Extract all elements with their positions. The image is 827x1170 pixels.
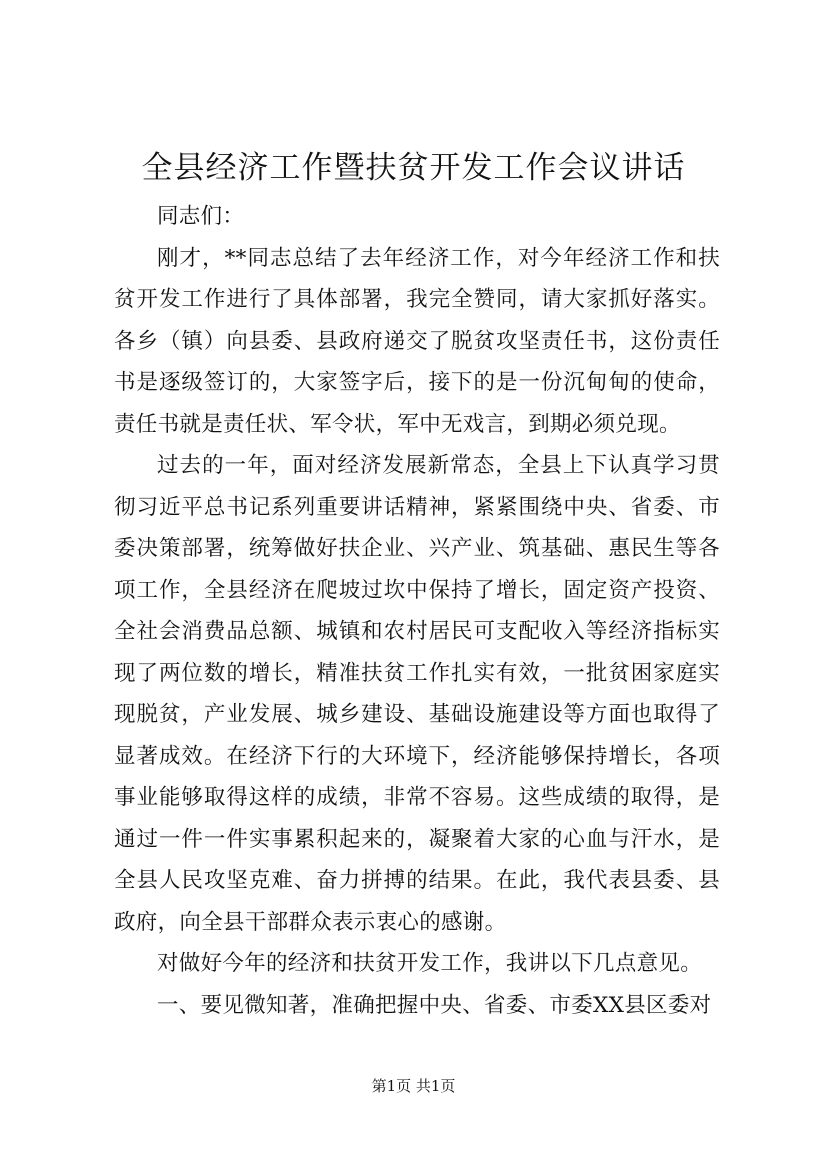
- paragraph-point-one: 一、要见微知著，准确把握中央、省委、市委XX县区委对: [157, 992, 712, 1018]
- paragraph-review: 过去的一年，面对经济发展新常态，全县上下认真学习贯彻习近平总书记系列重要讲话精神，紧紧围绕中央、省委、市委决策部署，统筹做好扶企业、兴产业、筑基础、惠民生等各项工作，全县经济在爬坡过坎中保持了增长，固定资产投资、全社会消费品总额、城镇和农村居民可支配收入等经济指标实现了两位数的增长，精准扶贫工作扎实有效，一批贫困家庭实现脱贫，产业发展、城乡建设、基础设施建设等方面也取得了显著成效。在经济下行的大环境下，经济能够保持增长，各项事业能够取得这样的成绩，非常不容易。这些成绩的取得，是通过一件一件实事累积起来的，凝聚着大家的心血与汗水，是全县人民攻坚克难、奋力拼搏的结果。在此，我代表县委、县政府，向全县干部群众表示衷心的感谢。: [114, 453, 720, 935]
- paragraph-intro-points: 对做好今年的经济和扶贫开发工作，我讲以下几点意见。: [157, 951, 703, 976]
- document-title: 全县经济工作暨扶贫开发工作会议讲话: [141, 150, 686, 186]
- paragraph-opening: 刚才，**同志总结了去年经济工作，对今年经济工作和扶贫开发工作进行了具体部署，我完全赞同，请大家抓好落实。各乡（镇）向县委、县政府递交了脱贫攻坚责任书，这份责任书是逐级签订的，大家签字后，接下的是一份沉甸甸的使命，责任书就是责任状、军令状，军中无戏言，到期必须兑现。: [114, 245, 720, 437]
- document-body: [114, 196, 720, 1026]
- salutation: 同志们：: [157, 204, 245, 229]
- page-footer: 第1页 共1页: [371, 1077, 456, 1095]
